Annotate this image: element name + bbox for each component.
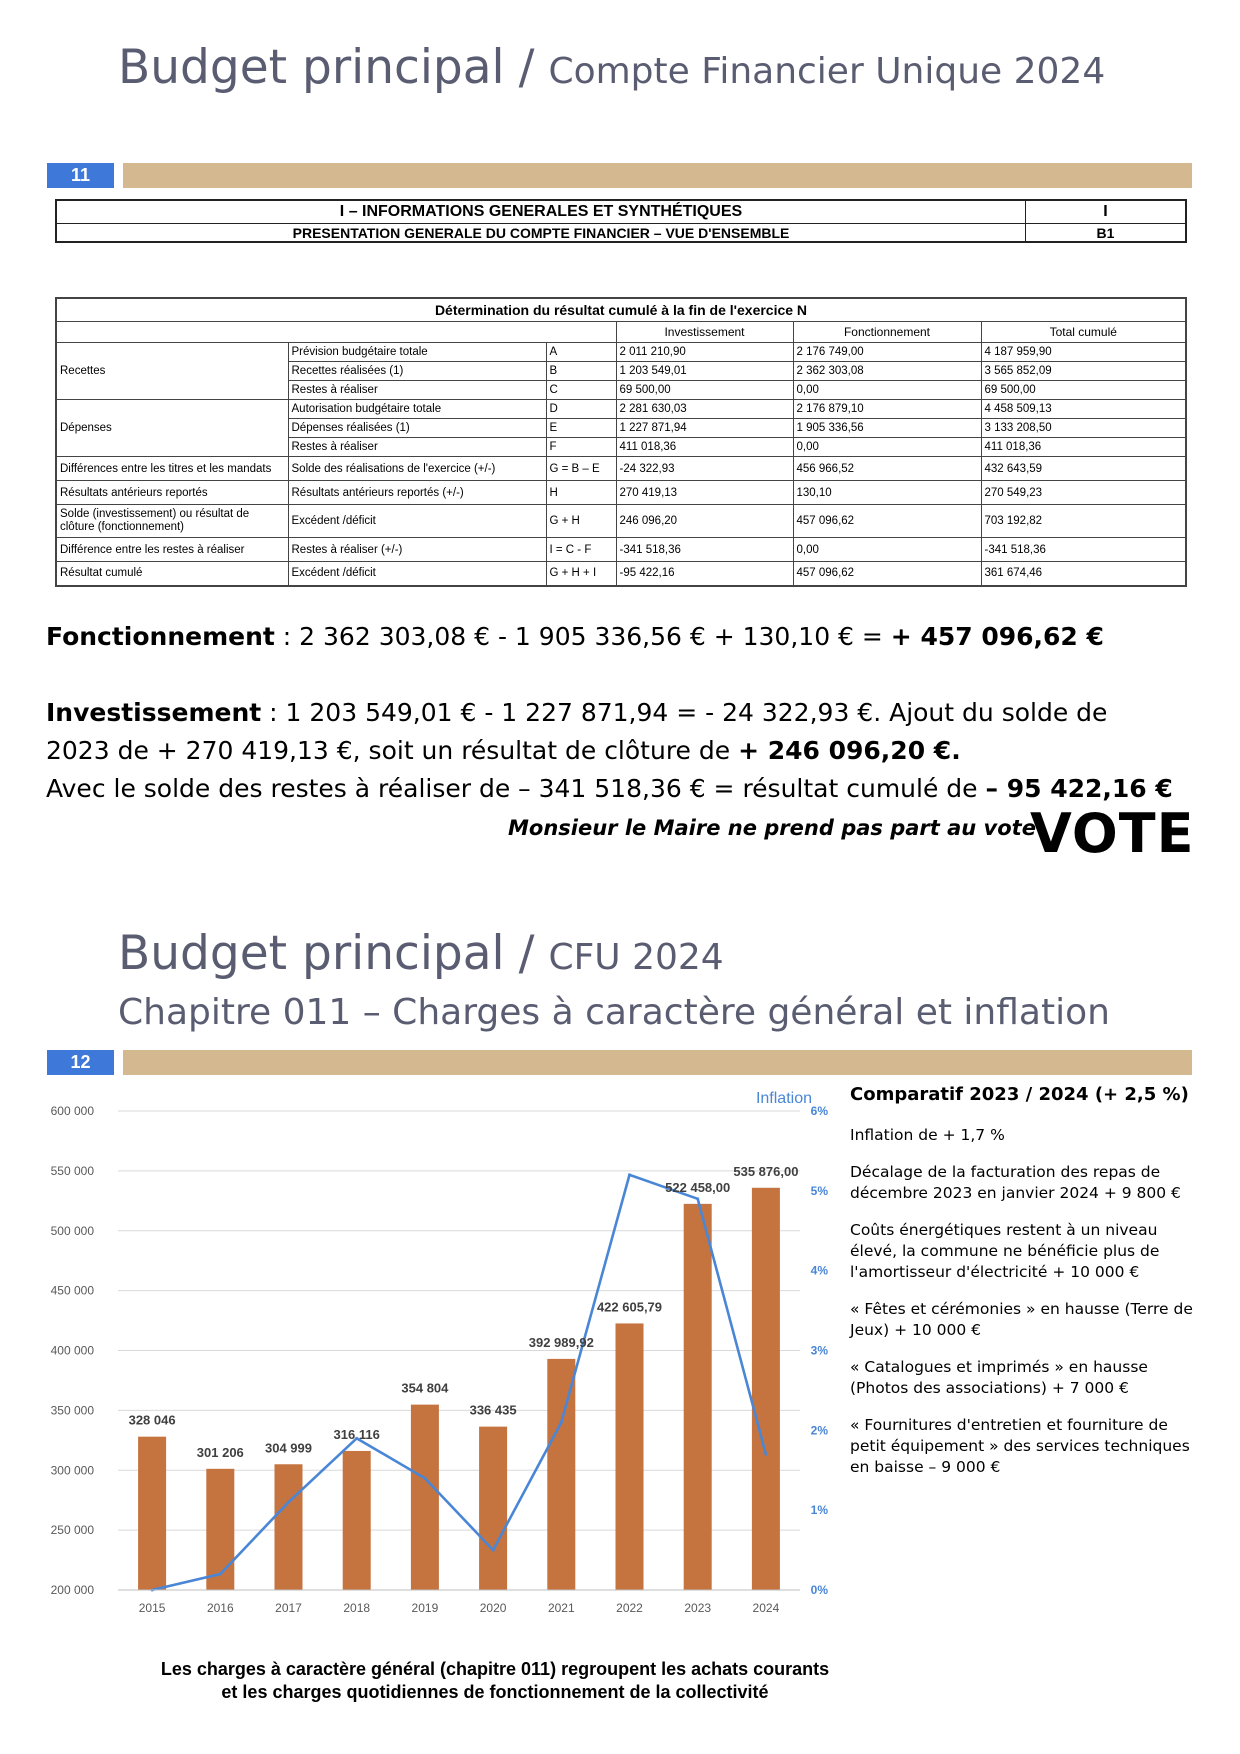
note-item: Inflation de + 1,7 % <box>850 1126 1005 1144</box>
bar <box>411 1405 439 1590</box>
y2-tick-label: 6% <box>810 1104 828 1118</box>
x-tick-label: 2018 <box>343 1601 371 1615</box>
row-label: Restes à réaliser <box>288 438 546 457</box>
y-tick-label: 500 000 <box>50 1223 94 1238</box>
bar <box>752 1188 780 1590</box>
note-item: « Catalogues et imprimés » en hausse (Photos des associations) + 7 000 € <box>850 1358 1148 1397</box>
data-label: 392 989,92 <box>528 1334 594 1350</box>
investissement-calc: : 1 203 549,01 € - 1 227 871,94 = - 24 322,93 €. Ajout du solde de <box>261 698 1108 727</box>
y-tick-label: 400 000 <box>50 1343 94 1358</box>
slide2-page-band <box>47 1050 1192 1075</box>
inflation-point <box>696 1197 699 1200</box>
investissement-label: Investissement <box>46 698 262 727</box>
cell-fonct: 2 176 749,00 <box>793 343 981 362</box>
cell-total: 270 549,23 <box>981 481 1186 505</box>
slide1-title <box>118 40 1105 95</box>
data-label: 316 116 <box>333 1426 380 1442</box>
investissement-line <box>46 698 1107 727</box>
data-label: 422 605,79 <box>596 1299 663 1315</box>
inflation-point <box>764 1453 767 1456</box>
vote-label: VOTE <box>1030 802 1195 865</box>
row-label: Autorisation budgétaire totale <box>288 400 546 419</box>
slide1-page-band <box>47 163 1192 188</box>
x-tick-label: 2023 <box>684 1601 712 1615</box>
slide1-title-main: Budget principal <box>118 40 505 95</box>
row-group: Résultat cumulé <box>56 562 288 586</box>
cell-total: 4 458 509,13 <box>981 400 1186 419</box>
y2-axis-label: Inflation <box>755 1090 812 1107</box>
col-header-invest: Investissement <box>616 322 793 343</box>
caption-line-1: Les charges à caractère général (chapitre 011) regroupent les achats courants <box>160 1659 830 1679</box>
y2-tick-label: 4% <box>810 1263 828 1278</box>
table-row <box>56 505 1186 538</box>
fonctionnement-line <box>46 622 1104 651</box>
inflation-point <box>219 1573 222 1576</box>
row-label: Solde des réalisations de l'exercice (+/-) <box>288 457 546 481</box>
inflation-line <box>152 1175 766 1590</box>
notes-heading: Comparatif 2023 / 2024 (+ 2,5 %) <box>850 1084 1189 1105</box>
bar <box>684 1204 712 1590</box>
row-group-recettes: Recettes <box>56 343 288 400</box>
row-label: Restes à réaliser (+/-) <box>288 538 546 562</box>
cell-invest: 270 419,13 <box>616 481 793 505</box>
result-table <box>55 297 1187 587</box>
cell-invest: 2 011 210,90 <box>616 343 793 362</box>
x-tick-label: 2022 <box>616 1601 643 1615</box>
y-tick-label: 450 000 <box>50 1283 94 1298</box>
table-row <box>56 538 1186 562</box>
y2-tick-label: 1% <box>810 1503 828 1518</box>
cell-fonct: 456 966,52 <box>793 457 981 481</box>
result-table-corner <box>56 322 616 343</box>
investissement-line-2 <box>46 736 961 765</box>
bar <box>616 1323 644 1590</box>
cell-invest: 1 227 871,94 <box>616 419 793 438</box>
fonctionnement-calc: : 2 362 303,08 € - 1 905 336,56 € + 130,10 € = <box>274 622 891 651</box>
row-code: B <box>546 362 616 381</box>
table-row <box>56 457 1186 481</box>
y2-tick-label: 3% <box>810 1343 828 1358</box>
cell-invest: 246 096,20 <box>616 505 793 538</box>
chart-caption <box>110 1658 880 1704</box>
table-row <box>56 481 1186 505</box>
y-tick-label: 250 000 <box>50 1523 94 1538</box>
slide2-title-sub: CFU 2024 <box>548 937 724 978</box>
cell-invest: -341 518,36 <box>616 538 793 562</box>
cell-fonct: 0,00 <box>793 538 981 562</box>
cell-invest: 1 203 549,01 <box>616 362 793 381</box>
data-label: 304 999 <box>265 1440 312 1456</box>
slide1-page-number: 11 <box>47 163 114 188</box>
notes-panel <box>850 1084 1198 1494</box>
cell-total: 69 500,00 <box>981 381 1186 400</box>
y2-tick-label: 0% <box>810 1583 828 1597</box>
fonctionnement-label: Fonctionnement <box>46 622 275 651</box>
inflation-point <box>560 1421 563 1424</box>
row-code: C <box>546 381 616 400</box>
maire-note: Monsieur le Maire ne prend pas part au vote <box>508 816 1036 840</box>
cell-invest: 411 018,36 <box>616 438 793 457</box>
cell-total: 3 133 208,50 <box>981 419 1186 438</box>
row-code: G = B – E <box>546 457 616 481</box>
note-item: Coûts énergétiques restent à un niveau élevé, la commune ne bénéficie plus de l'amortisseur d'électricité + 10 000 € <box>850 1221 1160 1281</box>
section-header-title: I – INFORMATIONS GENERALES ET SYNTHÉTIQUES <box>56 200 1026 224</box>
cell-invest: -95 422,16 <box>616 562 793 586</box>
row-code: D <box>546 400 616 419</box>
cell-total: 432 643,59 <box>981 457 1186 481</box>
x-tick-label: 2015 <box>138 1601 166 1615</box>
data-label: 301 206 <box>196 1444 244 1460</box>
y-tick-label: 350 000 <box>50 1403 94 1418</box>
section-header-subtitle: PRESENTATION GENERALE DU COMPTE FINANCIER – VUE D'ENSEMBLE <box>56 224 1026 243</box>
bar <box>547 1359 575 1590</box>
row-label: Prévision budgétaire totale <box>288 343 546 362</box>
slide2-title-main: Budget principal <box>118 926 505 981</box>
cell-total: -341 518,36 <box>981 538 1186 562</box>
bar <box>343 1451 371 1590</box>
row-group: Différence entre les restes à réaliser <box>56 538 288 562</box>
x-tick-label: 2016 <box>206 1601 234 1615</box>
cell-invest: -24 322,93 <box>616 457 793 481</box>
table-row <box>56 562 1186 586</box>
row-label: Recettes réalisées (1) <box>288 362 546 381</box>
investissement-cloture: + 246 096,20 €. <box>738 736 961 765</box>
inflation-point <box>492 1549 495 1552</box>
row-group: Solde (investissement) ou résultat de clôture (fonctionnement) <box>56 505 288 538</box>
fonctionnement-result: + 457 096,62 € <box>890 622 1104 651</box>
row-code: H <box>546 481 616 505</box>
resultat-cumule: – 95 422,16 € <box>985 774 1173 803</box>
cell-invest: 2 281 630,03 <box>616 400 793 419</box>
y2-tick-label: 2% <box>810 1423 828 1438</box>
slide2-subtitle: Chapitre 011 – Charges à caractère général et inflation <box>118 992 1110 1033</box>
col-header-total: Total cumulé <box>981 322 1186 343</box>
data-label: 522 458,00 <box>665 1179 731 1195</box>
row-code: E <box>546 419 616 438</box>
slide2-title <box>118 926 724 981</box>
bar <box>275 1464 303 1590</box>
row-label: Résultats antérieurs reportés (+/-) <box>288 481 546 505</box>
slide1-title-separator: / <box>518 40 535 95</box>
cell-total: 4 187 959,90 <box>981 343 1186 362</box>
inflation-point <box>628 1173 631 1176</box>
x-tick-label: 2020 <box>479 1601 507 1615</box>
row-code: G + H + I <box>546 562 616 586</box>
x-tick-label: 2017 <box>275 1601 302 1615</box>
row-code: G + H <box>546 505 616 538</box>
row-group-depenses: Dépenses <box>56 400 288 457</box>
note-item: Décalage de la facturation des repas de décembre 2023 en janvier 2024 + 9 800 € <box>850 1163 1181 1202</box>
row-group: Résultats antérieurs reportés <box>56 481 288 505</box>
note-item: « Fêtes et cérémonies » en hausse (Terre de Jeux) + 10 000 € <box>850 1300 1193 1339</box>
cell-fonct: 0,00 <box>793 438 981 457</box>
table-row <box>56 400 1186 419</box>
caption-line-2: et les charges quotidiennes de fonctionnement de la collectivité <box>221 1682 769 1702</box>
y-tick-label: 300 000 <box>50 1463 94 1478</box>
row-code: A <box>546 343 616 362</box>
row-code: F <box>546 438 616 457</box>
x-tick-label: 2021 <box>547 1601 575 1615</box>
row-label: Restes à réaliser <box>288 381 546 400</box>
slide1-band-bar <box>123 163 1192 188</box>
data-label: 535 876,00 <box>733 1163 799 1179</box>
row-label: Excédent /déficit <box>288 505 546 538</box>
table-row <box>56 343 1186 362</box>
cell-fonct: 2 362 303,08 <box>793 362 981 381</box>
col-header-fonct: Fonctionnement <box>793 322 981 343</box>
charges-chart <box>40 1085 840 1645</box>
data-label: 328 046 <box>128 1412 176 1428</box>
cell-fonct: 457 096,62 <box>793 562 981 586</box>
data-label: 336 435 <box>469 1402 517 1418</box>
slide2-page-number: 12 <box>47 1050 114 1075</box>
x-tick-label: 2019 <box>411 1601 439 1615</box>
cell-invest: 69 500,00 <box>616 381 793 400</box>
cell-fonct: 0,00 <box>793 381 981 400</box>
cell-fonct: 457 096,62 <box>793 505 981 538</box>
bar <box>138 1437 166 1590</box>
slide1-title-sub: Compte Financier Unique 2024 <box>548 51 1106 92</box>
y2-tick-label: 5% <box>810 1183 828 1198</box>
y-tick-label: 550 000 <box>50 1163 94 1178</box>
slide2-title-separator: / <box>518 926 535 981</box>
row-code: I = C - F <box>546 538 616 562</box>
slide2-band-bar <box>123 1050 1192 1075</box>
inflation-point <box>423 1477 426 1480</box>
x-tick-label: 2024 <box>752 1601 780 1615</box>
bar <box>479 1427 507 1590</box>
cell-fonct: 1 905 336,56 <box>793 419 981 438</box>
cell-total: 3 565 852,09 <box>981 362 1186 381</box>
section-header-code: I <box>1026 200 1187 224</box>
note-item: « Fournitures d'entretien et fourniture de petit équipement » des services techniques en baisse – 9 000 € <box>850 1416 1190 1476</box>
cell-total: 703 192,82 <box>981 505 1186 538</box>
investissement-report: 2023 de + 270 419,13 €, soit un résultat de clôture de <box>46 736 739 765</box>
investissement-line-3 <box>46 774 1173 803</box>
cell-total: 411 018,36 <box>981 438 1186 457</box>
cell-fonct: 2 176 879,10 <box>793 400 981 419</box>
data-label: 354 804 <box>401 1380 449 1396</box>
row-label: Excédent /déficit <box>288 562 546 586</box>
result-table-title: Détermination du résultat cumulé à la fin de l'exercice N <box>56 298 1186 322</box>
y-tick-label: 600 000 <box>50 1104 94 1118</box>
restes-text: Avec le solde des restes à réaliser de – 341 518,36 € = résultat cumulé de <box>46 774 986 803</box>
y-tick-label: 200 000 <box>50 1583 94 1597</box>
row-label: Dépenses réalisées (1) <box>288 419 546 438</box>
section-header-subcode: B1 <box>1026 224 1187 243</box>
section-header-table <box>55 199 1187 243</box>
inflation-point <box>287 1501 290 1504</box>
cell-total: 361 674,46 <box>981 562 1186 586</box>
bar <box>206 1469 234 1590</box>
cell-fonct: 130,10 <box>793 481 981 505</box>
row-group: Différences entre les titres et les mandats <box>56 457 288 481</box>
